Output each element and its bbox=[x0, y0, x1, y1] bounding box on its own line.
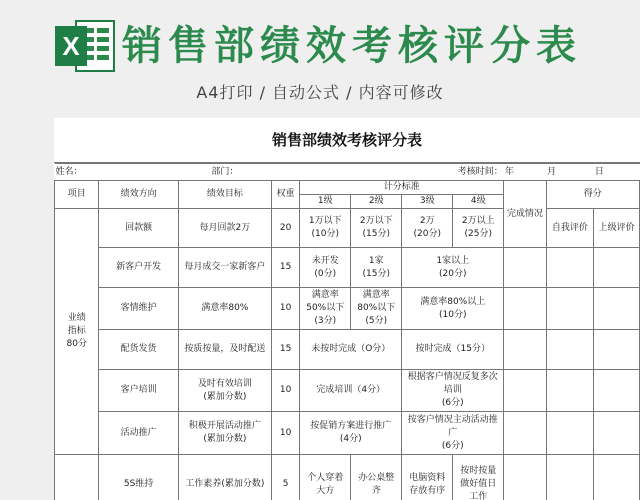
sheet-title: 销售部绩效考核评分表 bbox=[54, 118, 640, 163]
table-row bbox=[55, 370, 640, 412]
banner bbox=[0, 0, 640, 115]
level1-cell: 满意率 50%以下 (3分) bbox=[300, 288, 351, 330]
self-eval-header: 自我评价 bbox=[546, 209, 594, 248]
weight-cell: 15 bbox=[272, 330, 300, 370]
status-cell[interactable] bbox=[504, 370, 546, 412]
direction-cell: 新客户开发 bbox=[99, 248, 178, 288]
header-project: 项目 bbox=[55, 181, 99, 209]
header-direction: 绩效方向 bbox=[99, 181, 178, 209]
month-label: 月 bbox=[546, 164, 594, 181]
target-cell: 工作素养(累加分数) bbox=[178, 455, 271, 500]
group-label: 业绩 指标 80分 bbox=[55, 209, 99, 455]
day-label: 日 bbox=[594, 164, 640, 181]
table-row bbox=[55, 288, 640, 330]
level12-cell: 按促销方案进行推广 (4分) bbox=[300, 412, 402, 455]
direction-cell: 配货发货 bbox=[99, 330, 178, 370]
weight-cell: 20 bbox=[272, 209, 300, 248]
self-eval-cell[interactable] bbox=[546, 248, 594, 288]
target-cell: 每月回款2万 bbox=[178, 209, 271, 248]
blank-cell[interactable] bbox=[300, 164, 351, 181]
header-target: 绩效目标 bbox=[178, 181, 271, 209]
header-level4: 4级 bbox=[453, 195, 504, 209]
status-cell[interactable] bbox=[504, 412, 546, 455]
level1-cell: 未开发 (0分) bbox=[300, 248, 351, 288]
status-cell[interactable] bbox=[504, 455, 546, 500]
superior-eval-cell[interactable] bbox=[594, 248, 640, 288]
excel-logo-icon bbox=[54, 18, 116, 74]
superior-eval-cell[interactable] bbox=[594, 330, 640, 370]
level3-cell: 2万 (20分) bbox=[402, 209, 453, 248]
self-eval-cell[interactable] bbox=[546, 412, 594, 455]
level3-cell: 电脑资料 存放有序 bbox=[402, 455, 453, 500]
status-cell[interactable] bbox=[504, 330, 546, 370]
weight-cell: 5 bbox=[272, 455, 300, 500]
level1-cell: 1万以下 (10分) bbox=[300, 209, 351, 248]
direction-cell: 回款额 bbox=[99, 209, 178, 248]
direction-cell: 活动推广 bbox=[99, 412, 178, 455]
level34-cell: 按时完成（15分） bbox=[402, 330, 504, 370]
direction-cell: 客户培训 bbox=[99, 370, 178, 412]
name-label: 姓名： bbox=[55, 164, 99, 181]
superior-eval-header: 上级评价 bbox=[594, 209, 640, 248]
target-cell: 满意率80% bbox=[178, 288, 271, 330]
self-eval-cell[interactable] bbox=[546, 370, 594, 412]
level4-cell: 2万以上 (25分) bbox=[453, 209, 504, 248]
level2-cell: 1家 (15分) bbox=[351, 248, 402, 288]
header-status: 完成情况 bbox=[504, 181, 546, 248]
level34-cell: 根据客户情况反复多次 培训 (6分) bbox=[402, 370, 504, 412]
table-row bbox=[55, 412, 640, 455]
year-label: 年 bbox=[504, 164, 546, 181]
level34-cell: 满意率80%以上 (10分) bbox=[402, 288, 504, 330]
level34-cell: 1家以上 (20分) bbox=[402, 248, 504, 288]
header-level1: 1级 bbox=[300, 195, 351, 209]
banner-subtitle: A4打印 / 自动公式 / 内容可修改 bbox=[196, 83, 444, 102]
banner-title: 销售部绩效考核评分表 bbox=[122, 23, 582, 69]
table-row bbox=[55, 330, 640, 370]
name-cell[interactable] bbox=[99, 164, 178, 181]
header-weight: 权重 bbox=[272, 181, 300, 209]
superior-eval-cell[interactable] bbox=[594, 412, 640, 455]
group-label-blank bbox=[55, 455, 99, 500]
target-cell: 每月成交一家新客户 bbox=[178, 248, 271, 288]
level12-cell: 未按时完成（O分） bbox=[300, 330, 402, 370]
level1-cell: 个人穿着 大方 bbox=[300, 455, 351, 500]
date-label: 考核时间： bbox=[402, 164, 504, 181]
self-eval-cell[interactable] bbox=[546, 455, 594, 500]
info-row bbox=[55, 164, 640, 181]
score-table bbox=[54, 163, 640, 500]
table-row bbox=[55, 455, 640, 500]
direction-cell: 5S维持 bbox=[99, 455, 178, 500]
level2-cell: 办公桌整 齐 bbox=[351, 455, 402, 500]
weight-cell: 15 bbox=[272, 248, 300, 288]
level4-cell: 按时按量 做好值日 工作 bbox=[453, 455, 504, 500]
status-cell[interactable] bbox=[504, 288, 546, 330]
target-cell: 按质按量，及时配送 bbox=[178, 330, 271, 370]
header-row bbox=[55, 181, 640, 195]
direction-cell: 客情维护 bbox=[99, 288, 178, 330]
self-eval-cell[interactable] bbox=[546, 288, 594, 330]
target-cell: 及时有效培训 (累加分数) bbox=[178, 370, 271, 412]
table-row bbox=[55, 248, 640, 288]
header-standard: 计分标准 bbox=[300, 181, 504, 195]
blank-cell[interactable] bbox=[351, 164, 402, 181]
level12-cell: 完成培训（4分） bbox=[300, 370, 402, 412]
header-score: 得分 bbox=[546, 181, 639, 209]
status-cell[interactable] bbox=[504, 248, 546, 288]
header-level3: 3级 bbox=[402, 195, 453, 209]
superior-eval-cell[interactable] bbox=[594, 288, 640, 330]
superior-eval-cell[interactable] bbox=[594, 455, 640, 500]
level2-cell: 满意率 80%以下 (5分) bbox=[351, 288, 402, 330]
superior-eval-cell[interactable] bbox=[594, 370, 640, 412]
table-row bbox=[55, 209, 640, 248]
level2-cell: 2万以下 (15分) bbox=[351, 209, 402, 248]
self-eval-cell[interactable] bbox=[546, 330, 594, 370]
spreadsheet bbox=[54, 118, 640, 500]
dept-cell[interactable] bbox=[272, 164, 300, 181]
level34-cell: 按客户情况主动活动推 广 (6分) bbox=[402, 412, 504, 455]
weight-cell: 10 bbox=[272, 288, 300, 330]
dept-label: 部门： bbox=[178, 164, 271, 181]
weight-cell: 10 bbox=[272, 412, 300, 455]
target-cell: 积极开展活动推广 (累加分数) bbox=[178, 412, 271, 455]
header-level2: 2级 bbox=[351, 195, 402, 209]
weight-cell: 10 bbox=[272, 370, 300, 412]
svg-text:X: X bbox=[62, 31, 80, 61]
